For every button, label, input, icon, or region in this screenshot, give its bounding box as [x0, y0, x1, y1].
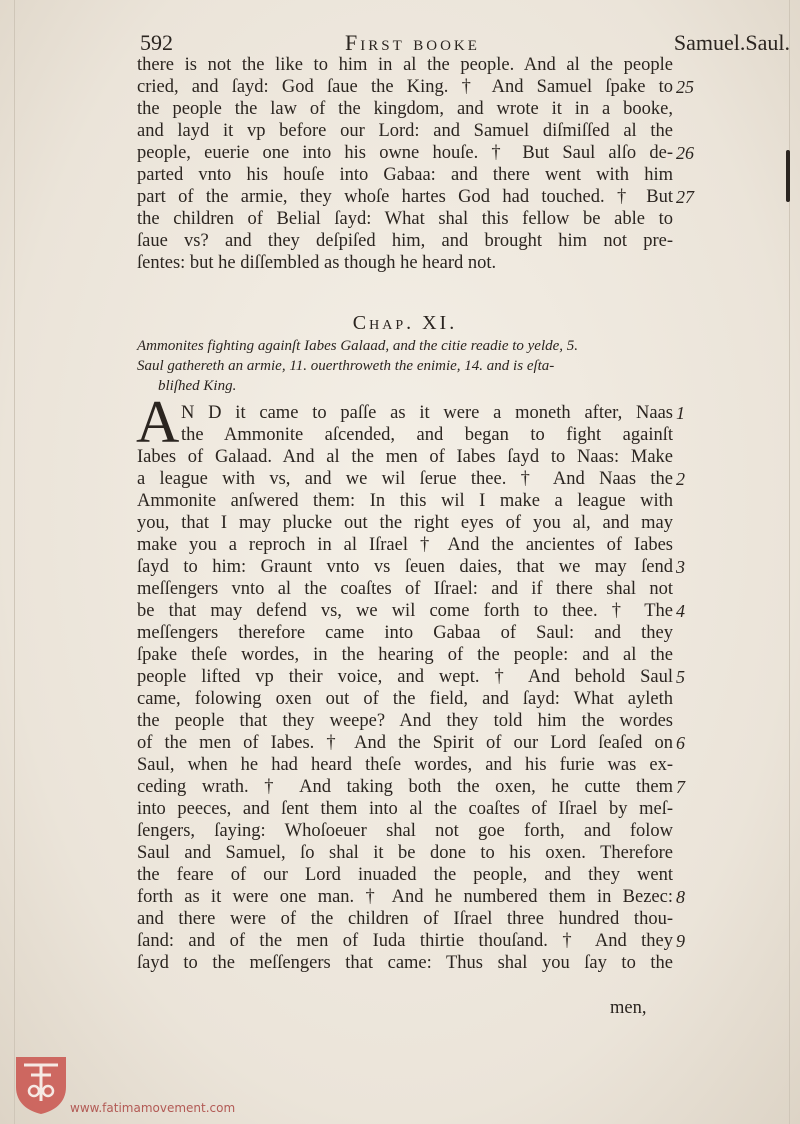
argument-line: Ammonites fighting againſt Iabes Galaad, and the citie readie to yelde, 5. [137, 338, 579, 354]
verse-number: 4 [676, 601, 685, 621]
text-line: ſpake theſe wordes, in the hearing of the people: and al the [137, 645, 673, 665]
text-line: forth as it were one man. † And he numbered them in Bezec: [137, 887, 673, 907]
text-line: cried, and ſayd: God ſaue the King. † And Samuel ſpake to [137, 77, 673, 97]
verse-number: 3 [676, 557, 685, 577]
text-line: make you a reproch in al Iſrael † And the ancientes of Iabes [137, 535, 673, 555]
margin-bracket-mark [786, 150, 790, 202]
text-line: a league with vs, and we wil ſerue thee. † And Naas the [137, 469, 673, 489]
page-number: 592 [140, 30, 173, 55]
text-line: ſand: and of the men of Iuda thirtie thouſand. † And they [137, 931, 673, 951]
text-line: meſſengers vnto al the coaſtes of Iſrael: and if there shal not [137, 579, 673, 599]
text-line: ceding wrath. † And taking both the oxen, he cutte them [137, 777, 673, 797]
verse-number: 7 [676, 777, 685, 797]
text-line: ſayd to him: Graunt vnto vs ſeuen daies, that we may ſend [137, 557, 673, 577]
text-line: there is not the like to him in al the people. And al the people [137, 55, 673, 75]
text-line: the feare of our Lord inuaded the people, and they went [137, 865, 673, 885]
left-margin-rule [14, 0, 15, 1124]
text-line: of the men of Iabes. † And the Spirit of our Lord ſeaſed on [137, 733, 673, 753]
catchword: men, [610, 998, 647, 1018]
chapter-title: Chap. XI. [352, 312, 458, 334]
text-line: people, euerie one into his owne houſe. † But Saul alſo de- [137, 143, 673, 163]
text-line: and layd it vp before our Lord: and Samuel diſmiſſed al the [137, 121, 673, 141]
verse-number: 8 [676, 887, 685, 907]
text-line: the people that they weepe? And they told him the wordes [137, 711, 673, 731]
text-line: ſaue vs? and they deſpiſed him, and brought him not pre- [137, 231, 673, 251]
text-line: ſengers, ſaying: Whoſoeuer shal not goe forth, and folow [137, 821, 673, 841]
verse-number: 6 [676, 733, 685, 753]
running-title: Samuel.Saul. [673, 30, 790, 55]
verse-number: 5 [676, 667, 685, 687]
text-line: Iabes of Galaad. And al the men of Iabes ſayd to Naas: Make [137, 447, 673, 467]
text-line: and there were of the children of Iſrael three hundred thou- [137, 909, 673, 929]
text-line: the children of Belial ſayd: What shal this fellow be able to [137, 209, 673, 229]
text-line: you, that I may plucke out the right eyes of you al, and may [137, 513, 673, 533]
verse-number: 1 [676, 403, 685, 423]
text-line: parted vnto his houſe into Gabaa: and there went with him [137, 165, 673, 185]
text-line: the Ammonite aſcended, and began to fight againſt [181, 425, 673, 445]
drop-cap: A [136, 389, 180, 455]
verse-number: 27 [676, 187, 694, 207]
text-line: Saul and Samuel, ſo shal it be done to his oxen. Therefore [137, 843, 673, 863]
fatima-movement-logo [14, 1053, 68, 1115]
verse-number: 25 [676, 77, 694, 97]
argument-line: bliſhed King. [158, 378, 237, 394]
verse-number: 26 [676, 143, 694, 163]
text-line: ſentes: but he diſſembled as though he heard not. [137, 253, 497, 273]
text-line: meſſengers therefore came into Gabaa of Saul: and they [137, 623, 673, 643]
verse-number: 2 [676, 469, 685, 489]
text-line: ſayd to the meſſengers that came: Thus shal you ſay to the [137, 953, 673, 973]
text-line: came, folowing oxen out of the field, and ſayd: What ayleth [137, 689, 673, 709]
argument-line: Saul gathereth an armie, 11. ouerthroweth the enimie, 14. and is eſta- [137, 358, 555, 374]
verse-number: 9 [676, 931, 685, 951]
running-head: First booke [345, 30, 480, 55]
text-line: part of the armie, they whoſe hartes God had touched. † But [137, 187, 673, 207]
text-line: people lifted vp their voice, and wept. † And behold Saul [137, 667, 673, 687]
footer-url: www.fatimamovement.com [70, 1101, 236, 1115]
text-line: be that may defend vs, we wil come forth to thee. † The [137, 601, 673, 621]
text-line: Ammonite anſwered them: In this wil I make a league with [137, 491, 673, 511]
text-line: Saul, when he had heard theſe wordes, and his furie was ex- [137, 755, 673, 775]
text-line: into peeces, and ſent them into al the coaſtes of Iſrael by meſ- [137, 799, 673, 819]
text-line: N D it came to paſſe as it were a moneth after, Naas [181, 403, 673, 423]
text-line: the people the law of the kingdom, and wrote it in a booke, [137, 99, 673, 119]
